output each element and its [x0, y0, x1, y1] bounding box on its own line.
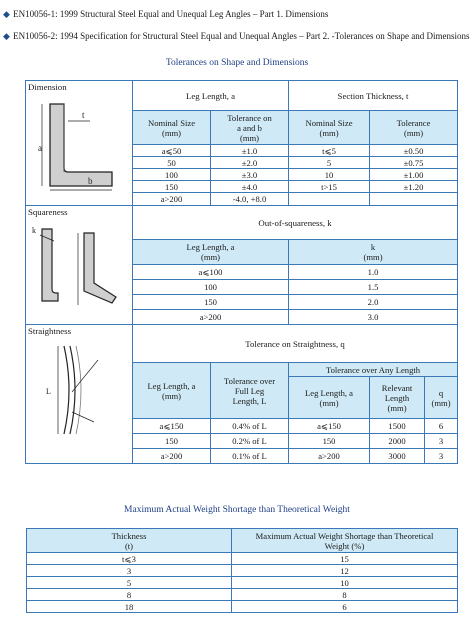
leg-length-header: Leg Length, a [133, 81, 289, 111]
tolerances-table [25, 80, 458, 464]
table-cell: 0.4% of L [211, 419, 289, 434]
table-cell: 18 [27, 601, 232, 613]
table-cell: 3.0 [289, 310, 458, 325]
b-label: b [88, 176, 93, 186]
table-cell: ±1.0 [211, 145, 289, 157]
table-cell: 1.0 [289, 265, 458, 280]
section-thickness-header: Section Thickness, t [289, 81, 458, 111]
table-cell: 10 [232, 577, 458, 589]
table-cell [370, 193, 458, 206]
angle-profile-icon [28, 96, 124, 196]
table-cell: 0.1% of L [211, 449, 289, 464]
table-cell: 150 [133, 295, 289, 310]
col-weight-shortage: Maximum Actual Weight Shortage than Theoretical Weight (%) [232, 529, 458, 553]
svg-text:L: L [46, 387, 51, 396]
straightness-icon [28, 340, 124, 440]
col-nominal-size-t: Nominal Size (mm) [289, 111, 370, 145]
table-cell [289, 193, 370, 206]
a-label: a [38, 143, 42, 153]
tolerance-any-length-header: Tolerance over Any Length [289, 363, 458, 377]
table-cell: ±1.20 [370, 181, 458, 193]
weight-title: Maximum Actual Weight Shortage than Theoretical Weight [124, 505, 350, 515]
bullet-diamond-icon: ◆ [3, 9, 10, 19]
col-relevant-length: Relevant Length (mm) [370, 377, 425, 419]
table-cell: 3 [27, 565, 232, 577]
table-cell: 2.0 [289, 295, 458, 310]
table-cell: ±0.50 [370, 145, 458, 157]
straightness-section [26, 325, 133, 464]
table-cell: ±3.0 [211, 169, 289, 181]
table-cell: 1500 [370, 419, 425, 434]
col-thickness: Thickness (t) [27, 529, 232, 553]
table-cell: 100 [133, 169, 211, 181]
table-cell: 3 [425, 434, 458, 449]
out-of-squareness-icon [28, 221, 124, 309]
table-cell: -4.0, +8.0 [211, 193, 289, 206]
table-cell: 150 [289, 434, 370, 449]
table-cell: a>200 [133, 193, 211, 206]
straightness-header: Tolerance on Straightness, q [133, 325, 458, 363]
table-cell: 5 [289, 157, 370, 169]
table-cell: t⩽3 [27, 553, 232, 565]
table-cell: 50 [133, 157, 211, 169]
table-cell: 1.5 [289, 280, 458, 295]
col-tolerance-t: Tolerance (mm) [370, 111, 458, 145]
table-cell: 3 [425, 449, 458, 464]
table-cell: 6 [425, 419, 458, 434]
table-cell: a⩽150 [133, 419, 211, 434]
table-cell: a⩽150 [289, 419, 370, 434]
k-label: k [32, 226, 36, 235]
table-cell: 8 [27, 589, 232, 601]
col-tolerance-ab: Tolerance on a and b (mm) [211, 111, 289, 145]
table-cell: 6 [232, 601, 458, 613]
col-leg-length-full: Leg Length, a (mm) [133, 363, 211, 419]
standard-text: 1994 Specification for Structural Steel Equal and Unequal Angles – Part 2. -Tolerances on Shape and Dimensions [59, 31, 470, 41]
standard-code: EN10056-2: [13, 31, 58, 41]
straightness-label: Straightness [28, 326, 72, 336]
table-cell: 2000 [370, 434, 425, 449]
table-cell: ±0.75 [370, 157, 458, 169]
table-cell: t⩽5 [289, 145, 370, 157]
dimension-section [26, 81, 133, 206]
col-tolerance-full: Tolerance over Full Leg Length, L [211, 363, 289, 419]
table-cell: 15 [232, 553, 458, 565]
table-cell: a⩽100 [133, 265, 289, 280]
table-cell: 8 [232, 589, 458, 601]
table-cell: 12 [232, 565, 458, 577]
standard-text: 1999 Structural Steel Equal and Unequal Leg Angles – Part 1. Dimensions [59, 9, 329, 19]
t-label: t [82, 110, 85, 120]
table-cell: 3000 [370, 449, 425, 464]
table-cell: t>15 [289, 181, 370, 193]
out-of-squareness-header: Out-of-squareness, k [133, 206, 458, 240]
table-cell: 5 [27, 577, 232, 589]
table-cell: a⩽50 [133, 145, 211, 157]
table-cell: ±1.00 [370, 169, 458, 181]
table-cell: ±4.0 [211, 181, 289, 193]
standard-line-2 [3, 31, 469, 42]
standard-line-1 [3, 9, 328, 20]
col-leg-length: Leg Length, a (mm) [133, 240, 289, 265]
table-cell: 10 [289, 169, 370, 181]
table-cell: 0.2% of L [211, 434, 289, 449]
bullet-diamond-icon: ◆ [3, 31, 10, 41]
col-q: q (mm) [425, 377, 458, 419]
standard-code: EN10056-1: [13, 9, 58, 19]
dimension-label: Dimension [28, 82, 67, 92]
col-leg-length-any: Leg Length, a (mm) [289, 377, 370, 419]
col-k: k (mm) [289, 240, 458, 265]
table-cell: 100 [133, 280, 289, 295]
tolerances-title: Tolerances on Shape and Dimensions [165, 58, 309, 68]
table-cell: a>200 [133, 310, 289, 325]
col-nominal-size: Nominal Size (mm) [133, 111, 211, 145]
weight-table [26, 528, 458, 613]
squareness-label: Squareness [28, 207, 68, 217]
table-cell: a>200 [289, 449, 370, 464]
table-cell: 150 [133, 181, 211, 193]
table-cell: a>200 [133, 449, 211, 464]
table-cell: 150 [133, 434, 211, 449]
table-cell: ±2.0 [211, 157, 289, 169]
squareness-section [26, 206, 133, 325]
